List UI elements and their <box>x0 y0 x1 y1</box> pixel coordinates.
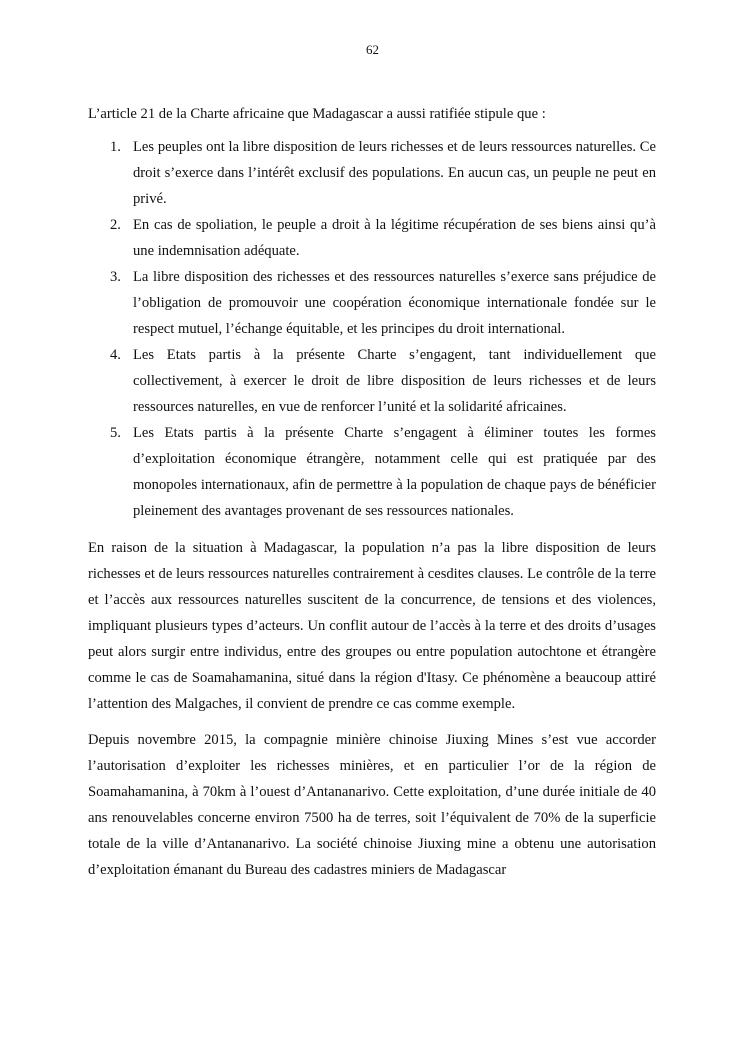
article-list <box>88 134 656 524</box>
body-paragraph: Depuis novembre 2015, la compagnie minière chinoise Jiuxing Mines s’est vue accorder l’autorisation d’exploiter les richesses minières, et en particulier l’or de la région de Soamahamanina, à 70km à l’ouest d’Antananarivo. Cette exploitation, d’une durée initiale de 40 ans renouvelables concerne environ 7500 ha de terres, soit l’équivalent de 70% de la superficie totale de la ville d’Antananarivo. La société chinoise Jiuxing mine a obtenu une autorisation d’exploitation émanant du Bureau des cadastres miniers de Madagascar <box>88 732 656 878</box>
list-item <box>88 342 656 420</box>
body-paragraph: En raison de la situation à Madagascar, la population n’a pas la libre disposition de leurs richesses et de leurs ressources naturelles contrairement à cesdites clauses. Le contrôle de la terre et l’accès aux ressources naturelles suscitent de la concurrence, de tensions et des violences, impliquant plusieurs types d’acteurs. Un conflit autour de l’accès à la terre et des droits d’usages peut alors surgir entre individus, entre des groupes ou entre population autochtone et étrangère comme le cas de Soamahamanina, situé dans la région d'Itasy. Ce phénomène a beaucoup attiré l’attention des Malgaches, il convient de prendre ce cas comme exemple. <box>88 540 656 712</box>
list-item-number: 5. <box>110 425 121 441</box>
list-item-text: Les Etats partis à la présente Charte s’engagent à éliminer toutes les formes d’exploitation économique étrangère, notamment celle qui est pratiquée par des monopoles internationaux, afin de permettre à la population de chaque pays de bénéficier pleinement des avantages provenant de ses ressources nationales. <box>133 425 656 519</box>
list-item-text: Les peuples ont la libre disposition de leurs richesses et de leurs ressources naturelles. Ce droit s’exerce dans l’intérêt exclusif des populations. En aucun cas, un peuple ne peut en privé. <box>133 139 656 207</box>
list-item-number: 4. <box>110 347 121 363</box>
list-item <box>88 420 656 524</box>
list-item <box>88 212 656 264</box>
list-item <box>88 264 656 342</box>
list-item-text: Les Etats partis à la présente Charte s’engagent, tant individuellement que collectivement, à exercer le droit de libre disposition de leurs richesses et de leurs ressources naturelles, en vue de renforcer l’unité et la solidarité africaines. <box>133 347 656 415</box>
page-number: 62 <box>366 42 379 57</box>
document-body <box>88 101 656 883</box>
intro-paragraph: L’article 21 de la Charte africaine que Madagascar a aussi ratifiée stipule que : <box>88 106 546 122</box>
list-item-number: 2. <box>110 217 121 233</box>
list-item <box>88 134 656 212</box>
list-item-text: La libre disposition des richesses et des ressources naturelles s’exerce sans préjudice de l’obligation de promouvoir une coopération économique internationale fondée sur le respect mutuel, l’échange équitable, et les principes du droit international. <box>133 269 656 337</box>
list-item-number: 1. <box>110 139 121 155</box>
list-item-text: En cas de spoliation, le peuple a droit à la légitime récupération de ses biens ainsi qu’à une indemnisation adéquate. <box>133 217 656 259</box>
list-item-number: 3. <box>110 269 121 285</box>
